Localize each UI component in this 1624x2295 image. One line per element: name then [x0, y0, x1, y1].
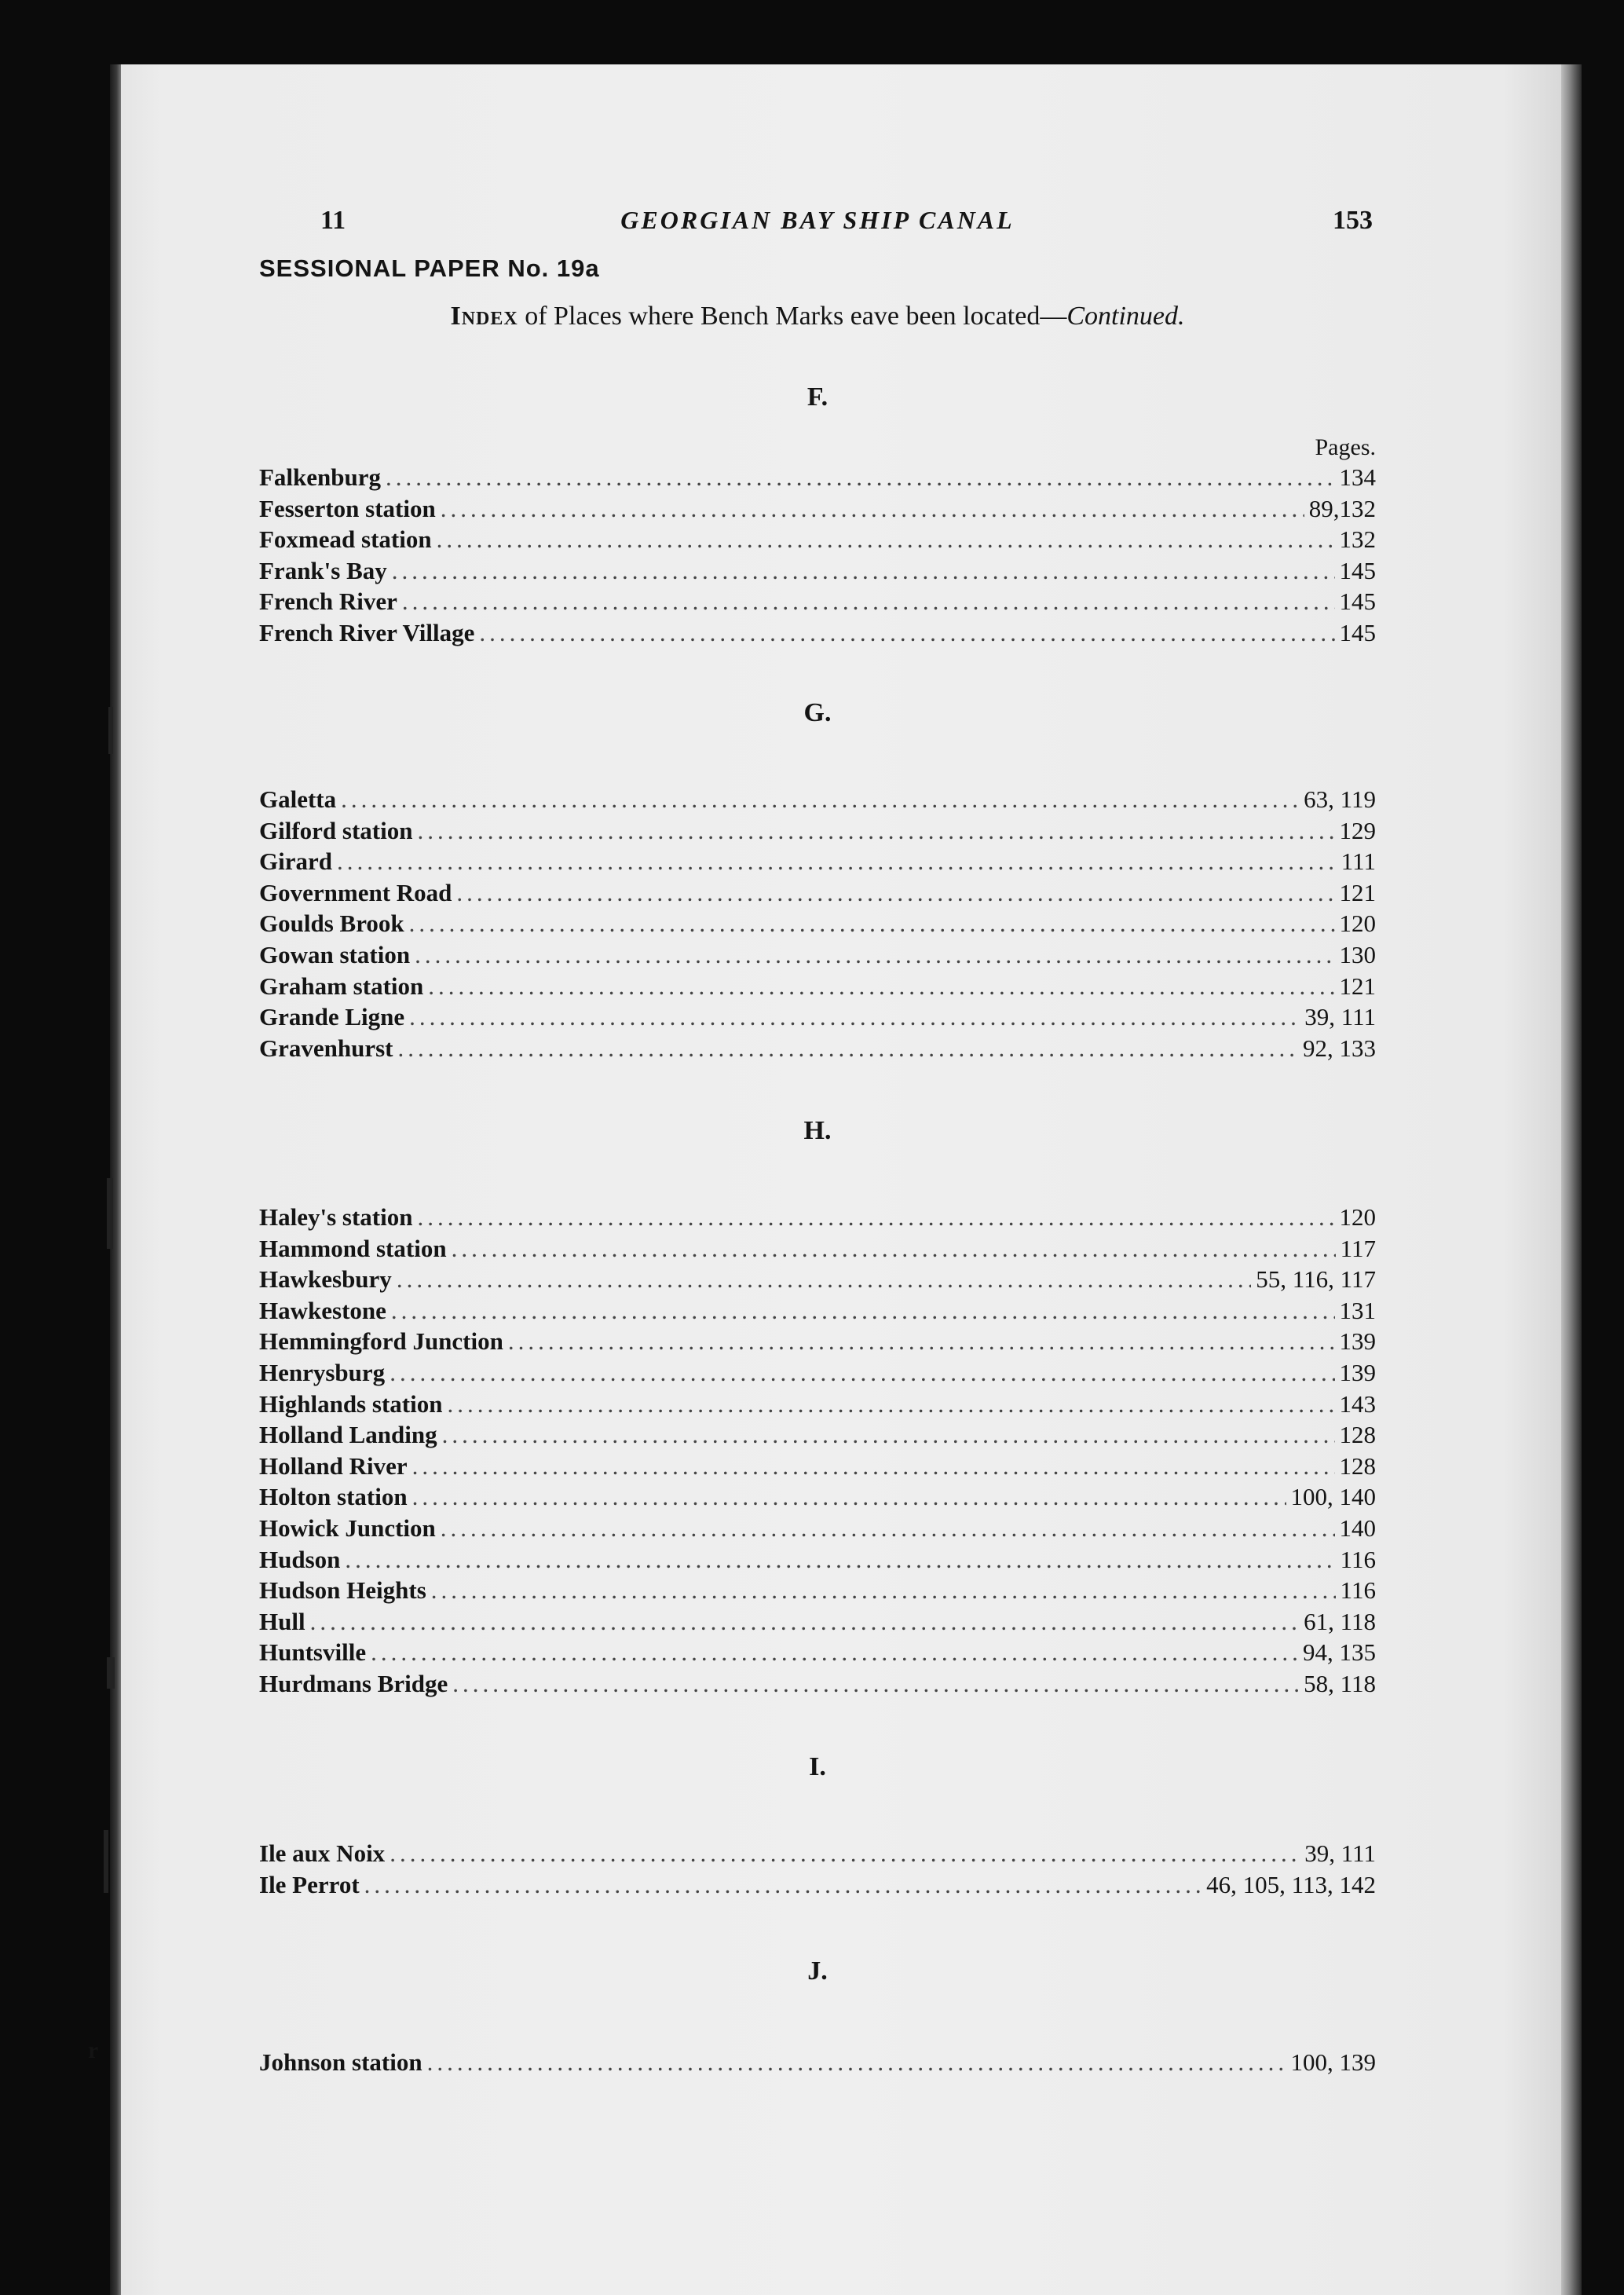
entry-place-name: Gilford station: [259, 816, 413, 844]
entry-place-name: Grande Ligne: [259, 1003, 405, 1031]
dot-leader: [427, 2047, 1286, 2078]
dot-leader: [479, 617, 1334, 649]
index-entry: [259, 877, 1376, 909]
entry-page-numbers: 129: [1339, 816, 1376, 844]
entry-page-numbers: 117: [1340, 1234, 1376, 1262]
index-entry: [259, 1295, 1376, 1327]
index-entry: [259, 462, 1376, 493]
entry-place-name: Gravenhurst: [259, 1034, 393, 1062]
entry-place-name: Holton station: [259, 1483, 408, 1511]
dot-leader: [397, 1264, 1251, 1295]
entry-page-numbers: 61, 118: [1304, 1607, 1376, 1635]
index-entry: [259, 586, 1376, 617]
dot-leader: [452, 1668, 1299, 1700]
header-page-number: 153: [1333, 206, 1373, 235]
entry-page-numbers: 39, 111: [1304, 1839, 1376, 1867]
index-entry: [259, 1869, 1376, 1901]
entry-page-numbers: 145: [1339, 587, 1376, 616]
entry-page-numbers: 121: [1339, 972, 1376, 1000]
dot-leader: [452, 1233, 1336, 1265]
entry-place-name: Galetta: [259, 785, 337, 813]
entry-place-name: Hudson Heights: [259, 1576, 426, 1605]
entry-place-name: Graham station: [259, 972, 424, 1000]
index-title: [259, 302, 1376, 331]
header-title: GEORGIAN BAY SHIP CANAL: [620, 206, 1015, 234]
entry-page-numbers: 140: [1339, 1514, 1376, 1542]
entry-place-name: Fesserton station: [259, 494, 436, 522]
entry-page-numbers: 92, 133: [1303, 1034, 1376, 1062]
entry-page-numbers: 128: [1339, 1421, 1376, 1449]
index-entry: [259, 555, 1376, 587]
entry-page-numbers: 55, 116, 117: [1256, 1265, 1376, 1294]
dot-leader: [412, 1451, 1335, 1482]
section-letter: J.: [807, 1956, 828, 1986]
entry-page-numbers: 145: [1339, 556, 1376, 584]
index-entry: [259, 1326, 1376, 1357]
entry-page-numbers: 100, 140: [1290, 1483, 1376, 1511]
index-entry: [259, 1481, 1376, 1513]
dot-leader: [415, 939, 1334, 971]
entry-page-numbers: 111: [1341, 847, 1376, 876]
entry-page-numbers: 131: [1339, 1296, 1376, 1324]
index-entry: [259, 1544, 1376, 1576]
index-entry: [259, 1838, 1376, 1869]
page-right-edge: [1561, 64, 1582, 2295]
dot-leader: [337, 846, 1337, 877]
section-letter: H.: [803, 1116, 832, 1145]
dot-leader: [417, 815, 1334, 847]
entry-page-numbers: 39, 111: [1304, 1003, 1376, 1031]
index-title-lead: Index: [450, 302, 518, 331]
dot-leader: [437, 524, 1335, 555]
dot-leader: [371, 1637, 1298, 1668]
index-entry: [259, 908, 1376, 939]
dot-leader: [390, 1357, 1334, 1389]
entry-place-name: Johnson station: [259, 2048, 422, 2076]
entry-page-numbers: 46, 105, 113, 142: [1206, 1870, 1376, 1898]
dot-leader: [442, 1419, 1335, 1451]
entry-place-name: Girard: [259, 847, 332, 876]
index-entry: [259, 939, 1376, 971]
dot-leader: [441, 493, 1304, 525]
index-entry: [259, 971, 1376, 1002]
dot-leader: [508, 1326, 1335, 1357]
stray-margin-mark: r: [88, 2037, 99, 2063]
section-letter: F.: [807, 382, 828, 412]
dot-leader: [447, 1389, 1334, 1420]
entry-place-name: Goulds Brook: [259, 910, 404, 938]
entry-place-name: Henrysburg: [259, 1358, 386, 1386]
index-entry: [259, 1606, 1376, 1638]
section-letter: G.: [803, 698, 832, 727]
dot-leader: [456, 877, 1334, 909]
running-header: [259, 206, 1376, 240]
section-f: [259, 382, 1376, 649]
dot-leader: [390, 1838, 1300, 1869]
entry-place-name: Howick Junction: [259, 1514, 436, 1542]
dot-leader: [392, 555, 1335, 587]
dot-leader: [386, 462, 1334, 493]
index-entry: [259, 617, 1376, 649]
entry-page-numbers: 143: [1339, 1389, 1376, 1418]
entry-page-numbers: 120: [1339, 1203, 1376, 1231]
entry-page-numbers: 94, 135: [1303, 1638, 1376, 1667]
header-volume-number: 11: [320, 206, 346, 235]
entry-place-name: Falkenburg: [259, 463, 382, 491]
dot-leader: [402, 586, 1335, 617]
section-g: [259, 697, 1376, 1063]
entry-page-numbers: 100, 139: [1290, 2048, 1376, 2076]
entry-page-numbers: 130: [1339, 940, 1376, 968]
entry-page-numbers: 132: [1339, 525, 1376, 554]
dot-leader: [364, 1869, 1202, 1901]
index-entry: [259, 1419, 1376, 1451]
entry-page-numbers: 63, 119: [1304, 785, 1376, 813]
index-entry: [259, 1668, 1376, 1700]
dot-leader: [428, 971, 1334, 1002]
entry-place-name: Hemmingford Junction: [259, 1327, 503, 1356]
index-entry: [259, 784, 1376, 815]
index-title-continued: Continued.: [1066, 302, 1185, 331]
index-entry: [259, 815, 1376, 847]
entry-page-numbers: 145: [1339, 618, 1376, 646]
index-entry: [259, 1513, 1376, 1544]
index-title-middle: of Places where Bench Marks eave been located—: [518, 302, 1067, 331]
dot-leader: [409, 908, 1335, 939]
index-entry: [259, 493, 1376, 525]
entry-place-name: Hawkesbury: [259, 1265, 392, 1294]
entry-place-name: Hurdmans Bridge: [259, 1669, 448, 1697]
entry-place-name: Hudson: [259, 1545, 341, 1573]
dot-leader: [310, 1606, 1300, 1638]
entry-page-numbers: 116: [1340, 1545, 1376, 1573]
section-h: [259, 1115, 1376, 1700]
entry-place-name: Gowan station: [259, 940, 411, 968]
entry-place-name: Government Road: [259, 878, 452, 906]
dot-leader: [417, 1202, 1334, 1233]
index-entry: [259, 1389, 1376, 1420]
entry-page-numbers: 128: [1339, 1451, 1376, 1480]
entry-place-name: French River: [259, 587, 397, 616]
dot-leader: [391, 1295, 1335, 1327]
dot-leader: [441, 1513, 1335, 1544]
entry-place-name: Foxmead station: [259, 525, 432, 554]
entry-page-numbers: 89,132: [1308, 494, 1376, 522]
dot-leader: [345, 1544, 1335, 1576]
index-entry: [259, 1202, 1376, 1233]
dot-leader: [398, 1033, 1299, 1064]
index-entry: [259, 1451, 1376, 1482]
index-entry: [259, 1233, 1376, 1265]
index-entry: [259, 1575, 1376, 1606]
section-letter: I.: [809, 1752, 826, 1781]
section-j: [259, 1956, 1376, 2078]
index-entry: [259, 846, 1376, 877]
entry-page-numbers: 121: [1339, 878, 1376, 906]
entry-place-name: Ile Perrot: [259, 1870, 360, 1898]
dot-leader: [412, 1481, 1286, 1513]
entry-place-name: Hammond station: [259, 1234, 447, 1262]
entry-place-name: Holland Landing: [259, 1421, 437, 1449]
entry-page-numbers: 120: [1339, 910, 1376, 938]
entry-page-numbers: 58, 118: [1304, 1669, 1376, 1697]
entry-place-name: Hull: [259, 1607, 305, 1635]
index-entry: [259, 1637, 1376, 1668]
entry-place-name: Hawkestone: [259, 1296, 386, 1324]
entry-place-name: Highlands station: [259, 1389, 443, 1418]
entry-place-name: Ile aux Noix: [259, 1839, 386, 1867]
pages-column-heading: Pages.: [1315, 434, 1376, 460]
index-entry: [259, 1033, 1376, 1064]
index-entry: [259, 2047, 1376, 2078]
entry-page-numbers: 116: [1340, 1576, 1376, 1605]
dot-leader: [409, 1001, 1300, 1033]
dot-leader: [341, 784, 1299, 815]
dot-leader: [431, 1575, 1336, 1606]
entry-page-numbers: 134: [1339, 463, 1376, 491]
sessional-paper-label: SESSIONAL PAPER No. 19a: [259, 254, 600, 282]
index-entry: [259, 1264, 1376, 1295]
index-entry: [259, 524, 1376, 555]
entry-place-name: Holland River: [259, 1451, 408, 1480]
entry-place-name: Haley's station: [259, 1203, 413, 1231]
entry-place-name: Frank's Bay: [259, 556, 387, 584]
index-entry: [259, 1001, 1376, 1033]
entry-place-name: French River Village: [259, 618, 475, 646]
index-entry: [259, 1357, 1376, 1389]
entry-page-numbers: 139: [1339, 1358, 1376, 1386]
entry-page-numbers: 139: [1339, 1327, 1376, 1356]
section-i: [259, 1751, 1376, 1900]
entry-place-name: Huntsville: [259, 1638, 367, 1667]
